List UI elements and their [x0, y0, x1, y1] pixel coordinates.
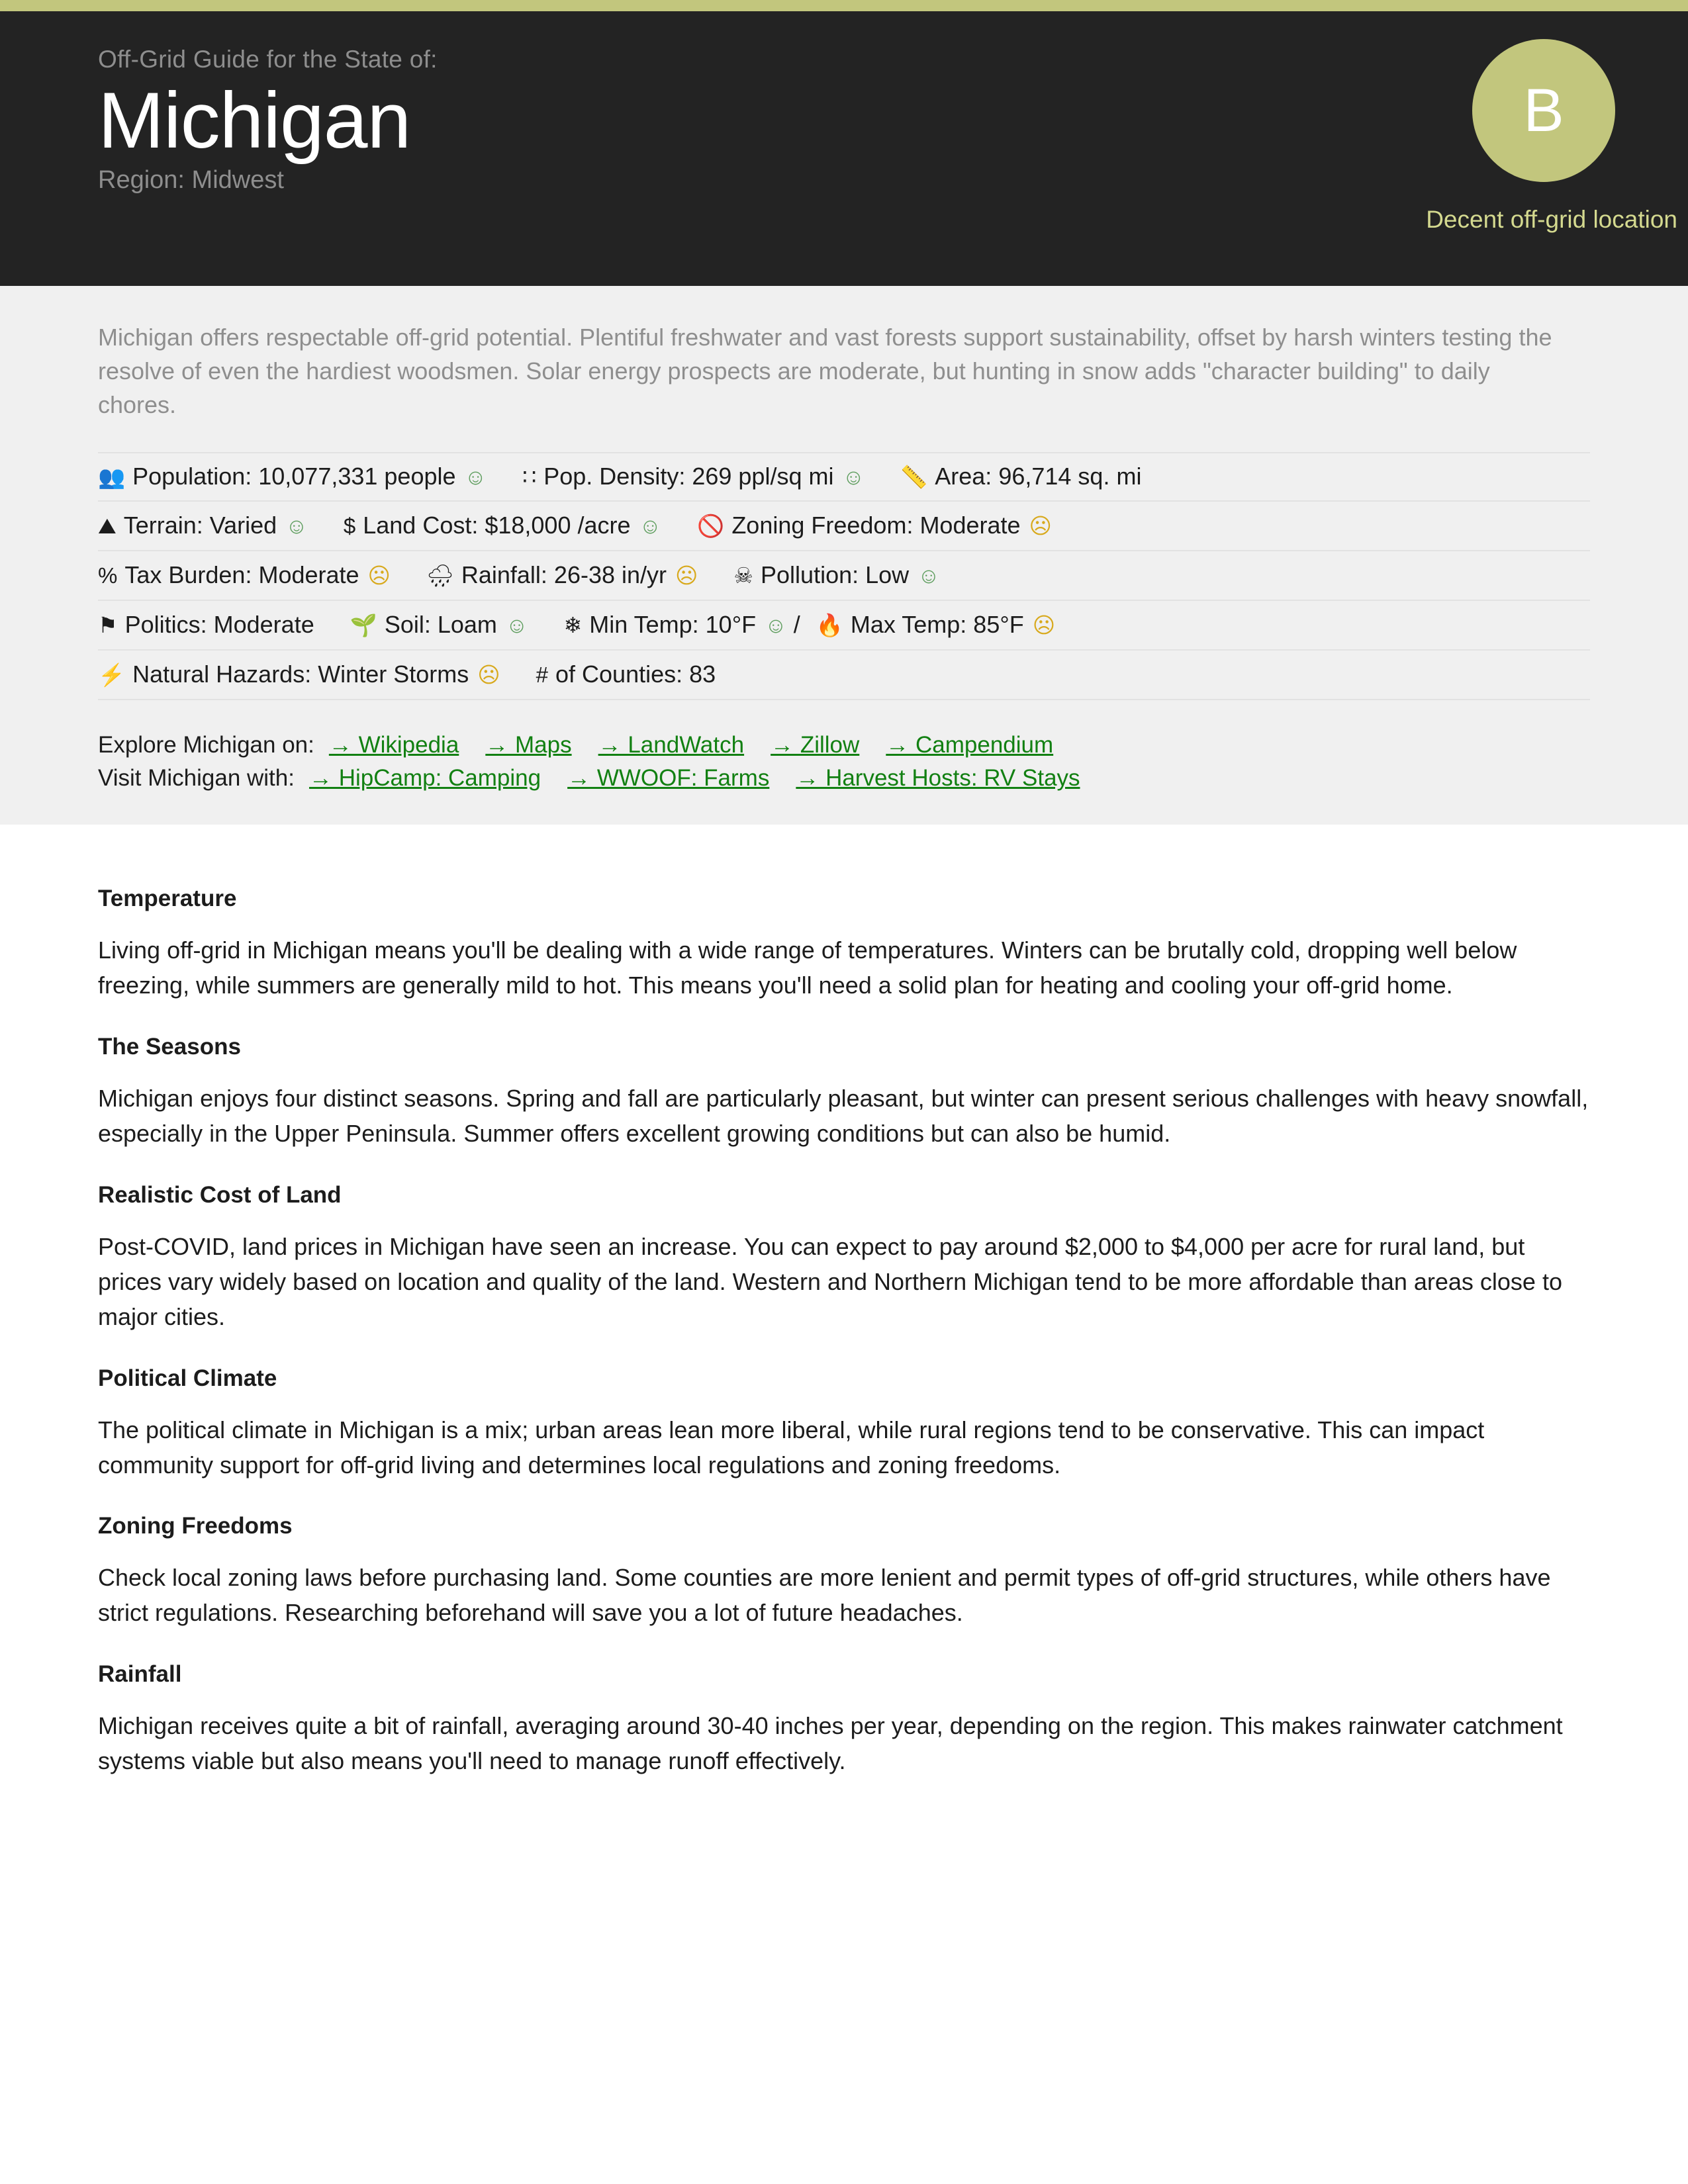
external-link[interactable]: → Maps: [485, 732, 572, 758]
external-link[interactable]: → Campendium: [886, 732, 1054, 758]
people-icon: 👥: [98, 464, 126, 489]
section-title: Temperature: [98, 886, 237, 912]
stat-row: [98, 651, 1590, 700]
article-section: [98, 1513, 1590, 1631]
state-summary: Michigan offers respectable off-grid potential. Plentiful freshwater and vast forests support sustainability, offset by harsh winters testing the resolve of even the hardiest woodsmen. Solar energy prospects are moderate, but hunting in snow adds "character building" to daily chores.: [98, 324, 1552, 419]
links-block: [98, 732, 1590, 792]
sentiment-face-icon: ☺: [917, 563, 940, 588]
ruler-icon: 📏: [900, 464, 928, 489]
external-link[interactable]: → WWOOF: Farms: [567, 765, 770, 792]
article-section: [98, 1034, 1590, 1152]
section-title: Political Climate: [98, 1365, 277, 1391]
snowflake-icon: ❄: [563, 612, 583, 637]
stat-row: [98, 601, 1590, 651]
sentiment-face-icon: ☺: [765, 612, 787, 637]
section-title: The Seasons: [98, 1034, 241, 1060]
stat-item: [98, 463, 487, 490]
header-kicker: Off-Grid Guide for the State of:: [98, 46, 438, 73]
section-title: Zoning Freedoms: [98, 1513, 293, 1539]
section-body: Post-COVID, land prices in Michigan have seen an increase. You can expect to pay around $2,000 to $4,000 per acre for rural land, but prices vary widely based on location and quality of the land. Western and Northern Michigan tend to be more affordable than areas close to major cities.: [98, 1232, 1562, 1330]
link-row-label: Visit Michigan with:: [98, 765, 295, 792]
external-link[interactable]: → Harvest Hosts: RV Stays: [796, 765, 1080, 792]
density-dots-icon: ∷: [522, 464, 537, 489]
stat-label: Land Cost: $18,000 /acre: [363, 512, 631, 539]
stat-item: [98, 660, 500, 688]
section-body: Michigan receives quite a bit of rainfall, averaging around 30-40 inches per year, depending on the region. This makes rainwater catchment systems viable but also means you'll need to manage runoff effectively.: [98, 1712, 1563, 1775]
stat-label: Area: 96,714 sq. mi: [935, 463, 1142, 490]
external-link[interactable]: → LandWatch: [598, 732, 745, 758]
stat-row: [98, 551, 1590, 601]
stat-label: Zoning Freedom: Moderate: [731, 512, 1021, 539]
stat-item: [733, 561, 939, 589]
external-link[interactable]: → Wikipedia: [328, 732, 459, 758]
page-title: Michigan: [98, 76, 411, 165]
stat-item: [426, 561, 698, 589]
stat-label: Natural Hazards: Winter Storms: [132, 660, 469, 688]
external-link[interactable]: → HipCamp: Camping: [308, 765, 541, 792]
stat-item: [900, 463, 1141, 490]
sentiment-face-icon: ☺: [639, 513, 662, 538]
skull-icon: ☠: [733, 563, 754, 588]
flame-icon: 🔥: [816, 612, 843, 637]
sentiment-face-icon: ☹: [1029, 513, 1052, 538]
stat-item: [816, 611, 1055, 639]
stat-item: [536, 660, 716, 688]
stat-label: Min Temp: 10°F: [589, 611, 757, 639]
article-section: [98, 1661, 1590, 1779]
sentiment-face-icon: ☺: [464, 464, 487, 489]
stat-label: Pollution: Low: [761, 561, 910, 589]
section-body: Living off-grid in Michigan means you'll be dealing with a wide range of temperatures. Winters can be brutally cold, dropping well below freezing, while summers are generally mild to hot. This means you'll need a solid plan for heating and cooling your off-grid home.: [98, 936, 1517, 999]
header-region: Region: Midwest: [98, 166, 284, 195]
grade-badge-wrap: [1344, 39, 1688, 234]
mountain-icon: ⛰: [98, 513, 117, 538]
sentiment-face-icon: ☹: [675, 563, 698, 588]
flag-icon: ⚑: [98, 612, 118, 637]
grade-letter: B: [1523, 77, 1564, 144]
stat-item: [522, 463, 865, 490]
stat-label: Tax Burden: Moderate: [124, 561, 359, 589]
sentiment-face-icon: ☹: [1032, 612, 1056, 637]
page-header: [0, 11, 1688, 286]
stat-item: [98, 561, 391, 589]
stat-label: of Counties: 83: [555, 660, 716, 688]
link-row: [98, 732, 1590, 758]
sentiment-face-icon: ☺: [505, 612, 528, 637]
article-body: [0, 825, 1688, 1849]
sentiment-face-icon: ☹: [477, 662, 500, 687]
section-body: Check local zoning laws before purchasing land. Some counties are more lenient and permit types of off-grid structures, while others have strict regulations. Researching beforehand will save you a lot of future headaches.: [98, 1564, 1551, 1627]
external-link[interactable]: → Zillow: [771, 732, 860, 758]
stat-item: [98, 512, 308, 539]
section-title: Realistic Cost of Land: [98, 1181, 342, 1208]
top-accent-bar: [0, 0, 1688, 11]
stat-label: Soil: Loam: [384, 611, 497, 639]
stat-row: [98, 452, 1590, 502]
percent-icon: %: [98, 563, 118, 588]
article-section: [98, 886, 1590, 1003]
section-body: Michigan enjoys four distinct seasons. Spring and fall are particularly pleasant, but winter can present serious challenges with heavy snowfall, especially in the Upper Peninsula. Summer offers excellent growing conditions but can also be humid.: [98, 1085, 1589, 1148]
link-row: [98, 765, 1590, 792]
stat-item: [697, 512, 1052, 539]
section-title: Rainfall: [98, 1661, 182, 1688]
stat-label: Pop. Density: 269 ppl/sq mi: [543, 463, 834, 490]
stat-item: [344, 512, 661, 539]
stat-label: Politics: Moderate: [124, 611, 314, 639]
section-body: The political climate in Michigan is a mix; urban areas lean more liberal, while rural regions tend to be conservative. This can impact community support for off-grid living and determines local regulations and zoning freedoms.: [98, 1416, 1485, 1479]
hash-icon: #: [536, 662, 548, 687]
sprout-icon: 🌱: [350, 612, 377, 637]
dollar-icon: $: [343, 513, 356, 538]
sentiment-face-icon: ☺: [842, 464, 865, 489]
article-section: [98, 1365, 1590, 1483]
link-row-label: Explore Michigan on:: [98, 732, 314, 758]
stat-label: Rainfall: 26-38 in/yr: [461, 561, 667, 589]
stat-item: [564, 611, 807, 639]
stat-item: [98, 611, 314, 639]
sentiment-face-icon: ☺: [285, 513, 308, 538]
stat-row: [98, 502, 1590, 551]
stat-item: [350, 611, 528, 639]
grade-badge: [1472, 39, 1615, 182]
article-section: [98, 1182, 1590, 1335]
stat-label: Max Temp: 85°F: [850, 611, 1024, 639]
grade-caption: Decent off-grid location: [1426, 206, 1677, 233]
stat-label: Population: 10,077,331 people: [132, 463, 456, 490]
sentiment-face-icon: ☹: [367, 563, 391, 588]
lightning-icon: ⚡: [98, 662, 126, 687]
stats-list: [98, 452, 1590, 700]
stats-panel: [0, 286, 1688, 825]
stat-separator: /: [793, 611, 800, 639]
no-entry-icon: 🚫: [697, 513, 725, 538]
rain-cloud-icon: 🌧: [426, 563, 454, 588]
stat-label: Terrain: Varied: [123, 512, 277, 539]
